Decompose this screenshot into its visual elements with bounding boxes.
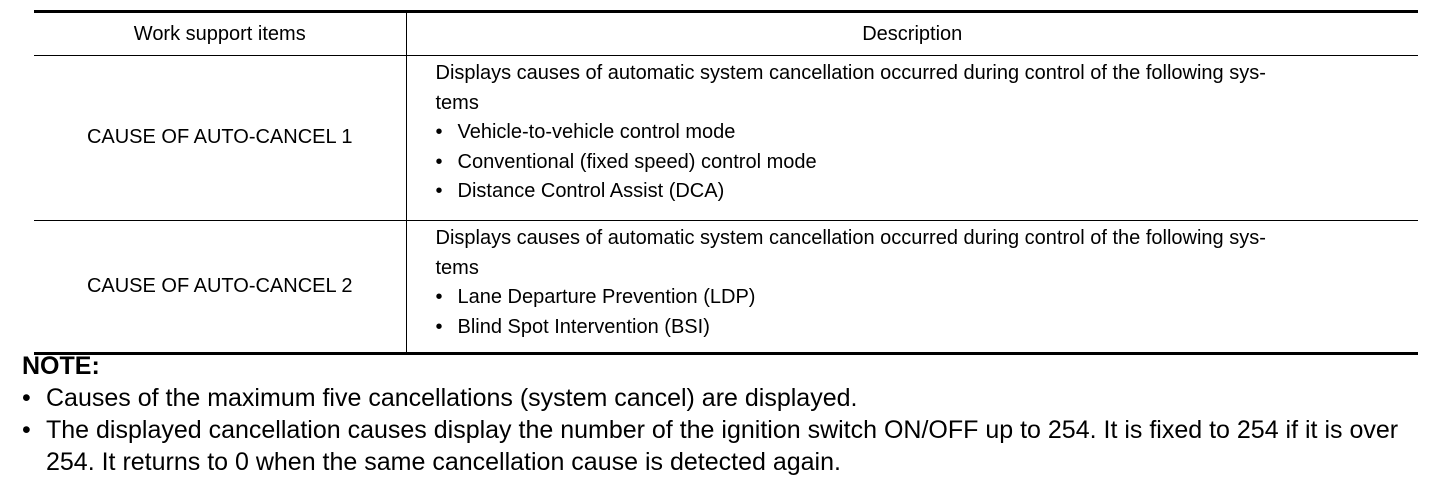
description-bullet: • Blind Spot Intervention (BSI) [436,313,1389,343]
table-header-row [34,12,1418,56]
column-header-work-support-items: Work support items [34,12,406,56]
description-lead-text: Displays causes of automatic system cancellation occurred during control of the following sys- tems [435,227,1266,279]
description-bullet: • Distance Control Assist (DCA) [436,177,1389,207]
work-support-item-description [406,56,1418,221]
table-row [34,56,1418,221]
bullet-icon: • [22,384,31,412]
work-support-item-name: CAUSE OF AUTO-CANCEL 2 [34,221,406,354]
bullet-icon: • [435,121,443,143]
bullet-icon: • [435,150,443,173]
bullet-icon: • [435,180,443,202]
note-item: • The displayed cancellation causes display the number of the ignition switch ON/OFF up to 254. It is fixed to 254 if it is over 254. It returns to 0 when the same cancellation cause is detected again. [22,416,1399,476]
note-section [22,350,1442,478]
bullet-icon: • [22,416,31,444]
description-bullet: • Lane Departure Prevention (LDP) [436,283,1389,313]
description-bullet: • Vehicle-to-vehicle control mode [436,118,1389,148]
table-row [34,221,1418,354]
work-support-table [34,10,1418,355]
work-support-item-name: CAUSE OF AUTO-CANCEL 1 [34,56,406,221]
bullet-icon: • [435,315,443,338]
column-header-description: Description [406,12,1418,56]
work-support-item-description [406,221,1418,354]
bullet-icon: • [435,286,443,308]
note-title: NOTE: [22,352,100,380]
description-bullet: • Conventional (fixed speed) control mode [436,148,1389,178]
note-item: • Causes of the maximum five cancellations (system cancel) are displayed. [22,384,858,412]
description-lead-text: Displays causes of automatic system cancellation occurred during control of the following sys- tems [435,62,1266,114]
